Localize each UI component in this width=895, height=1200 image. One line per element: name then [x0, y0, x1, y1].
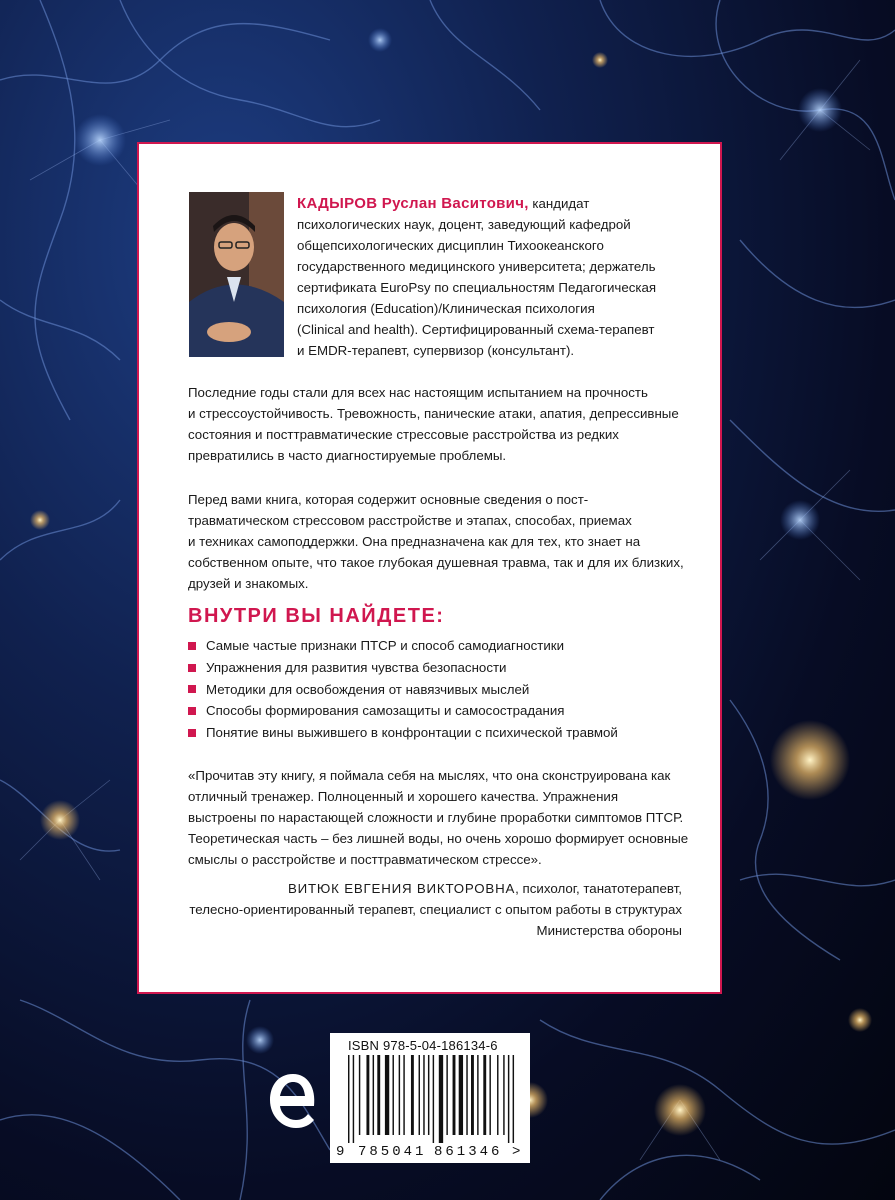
barcode-bars	[340, 1055, 520, 1143]
barcode-bar	[348, 1055, 349, 1143]
barcode-bar	[489, 1055, 490, 1135]
barcode-bar	[433, 1055, 434, 1143]
barcode-bar	[459, 1055, 463, 1135]
barcode-bar	[428, 1055, 429, 1135]
eksmo-logo-icon	[268, 1070, 318, 1134]
barcode-bar	[377, 1055, 380, 1135]
list-item: Понятие вины выжившего в конфронтации с психической травмой	[188, 722, 708, 744]
barcode-bar	[373, 1055, 374, 1135]
back-cover-text-panel	[137, 142, 722, 994]
barcode-bar	[513, 1055, 514, 1143]
barcode-bar	[399, 1055, 400, 1135]
barcode-bar	[411, 1055, 414, 1135]
list-item: Способы формирования самозащиты и самосострадания	[188, 700, 708, 722]
barcode-bar	[497, 1055, 498, 1135]
bullet-square-icon	[188, 642, 196, 650]
barcode-bar	[508, 1055, 509, 1143]
bullet-square-icon	[188, 729, 196, 737]
author-photo	[189, 192, 284, 357]
list-item: Методики для освобождения от навязчивых мыслей	[188, 679, 708, 701]
intro-paragraph-2: Перед вами книга, которая содержит основные сведения о пост- травматическом стрессовом расстройстве и этапах, способах, приемах и техниках самоподдержки. Она предназначена как для тех, кто знает на собственном опыте, что такое глубокая душевная травма, так и для их близких, друзей и знакомых.	[188, 492, 684, 591]
inside-feature-list	[188, 635, 708, 744]
intro-paragraph-1: Последние годы стали для всех нас настоящим испытанием на прочность и стрессоустойчивость. Тревожность, панические атаки, апатия, депрессивные состояния и посттравматические стрессовые расстройства из редких превратились в часто диагностируемые проблемы.	[188, 385, 679, 463]
list-item: Самые частые признаки ПТСР и способ самодиагностики	[188, 635, 708, 657]
bullet-square-icon	[188, 664, 196, 672]
review-quote: «Прочитав эту книгу, я поймала себя на мыслях, что она сконструирована как отличный тренажер. Полноценный и хорошего качества. Упражнения выстроены по нарастающей сложности и глубине проработки симптомов ПТСР. Теоретическая часть – без лишней воды, но очень хорошо формирует основные смыслы о расстройстве и посттравматическом стрессе».	[188, 768, 689, 867]
author-name: КАДЫРОВ Руслан Васитович,	[297, 195, 529, 212]
bullet-square-icon	[188, 685, 196, 693]
barcode-bar	[353, 1055, 354, 1143]
barcode-bar	[453, 1055, 456, 1135]
barcode-bar	[419, 1055, 420, 1135]
barcode-bar	[446, 1055, 447, 1135]
author-bio: КАДЫРОВ Руслан Васитович, кандидат психологических наук, доцент, заведующий кафедрой общепсихологических дисциплин Тихоокеанского государственного медицинского университета; держатель сертификата EuroPsy по специальностям Педагогическая психология (Education)/Клиническая психология (Clinical and health). Сертифицированный схема-терапевт и EMDR-терапевт, супервизор (консультант).	[297, 195, 657, 358]
reviewer-name: ВИТЮК ЕВГЕНИЯ ВИКТОРОВНА	[287, 881, 516, 896]
barcode-bar	[385, 1055, 389, 1135]
barcode-bar	[483, 1055, 486, 1135]
barcode-bar	[466, 1055, 467, 1135]
isbn-barcode: ISBN 978-5-04-186134-6 9 785041 861346 >	[330, 1033, 530, 1163]
barcode-bar	[403, 1055, 404, 1135]
review-attribution: ВИТЮК ЕВГЕНИЯ ВИКТОРОВНА, психолог, танатотерапевт, телесно-ориентированный терапевт, специалист с опытом работы в структурах Министерства обороны	[189, 881, 682, 938]
inside-heading: ВНУТРИ ВЫ НАЙДЕТЕ:	[188, 605, 445, 627]
list-item: Упражнения для развития чувства безопасности	[188, 657, 708, 679]
barcode-bar	[366, 1055, 369, 1135]
bullet-square-icon	[188, 707, 196, 715]
barcode-bar	[471, 1055, 474, 1135]
barcode-bar	[393, 1055, 394, 1135]
isbn-text: ISBN 978-5-04-186134-6	[348, 1038, 498, 1053]
barcode-bar	[359, 1055, 360, 1135]
barcode-bar	[503, 1055, 504, 1135]
barcode-bar	[439, 1055, 443, 1143]
barcode-bar	[477, 1055, 478, 1135]
barcode-bar	[423, 1055, 424, 1135]
